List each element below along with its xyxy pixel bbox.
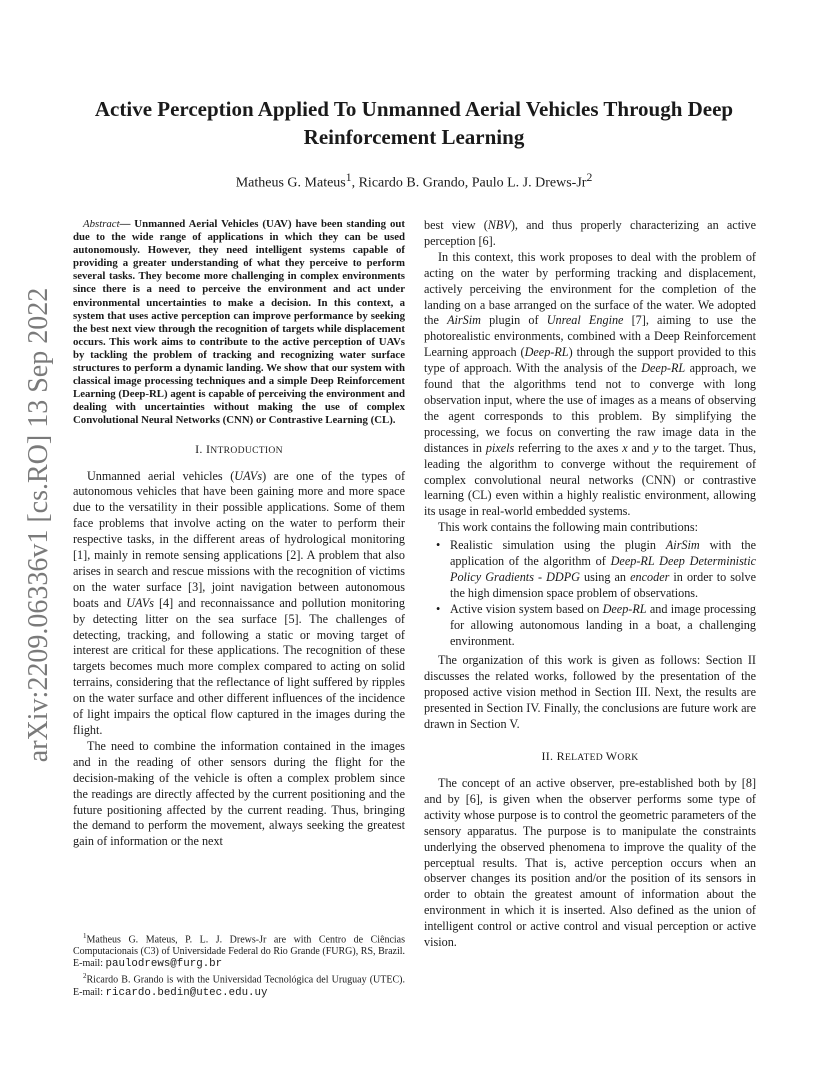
email-link-1[interactable]: paulodrews@furg.br bbox=[105, 958, 223, 971]
contribution-item-2: • Active vision system based on Deep-RL and image processing for allowing autonomous landing in a boat, a challenging environment. bbox=[450, 602, 756, 650]
footnotes bbox=[73, 930, 405, 999]
related-paragraph-1: The concept of an active observer, pre-established both by [8] and by [6], is given when the observer performs some type of activity whose purpose is to control the geometric parameters of the sensory apparatus. The purpose is to manipulate the constraints underlying the observed phenomena to improve the quality of the perceptual results. That is, active perception occurs when an observer changes its position and/or the position of its sensors in order to obtain the greatest amount of information about the environment in which it is inserted. Also defined as the union of intelligent control or active control and visual perception or active vision. bbox=[424, 776, 756, 950]
abstract bbox=[73, 218, 405, 428]
intro-paragraph-3: best view (NBV), and thus properly characterizing an active perception [6]. bbox=[424, 218, 756, 248]
author-list bbox=[60, 171, 768, 192]
footnote-1: $^1$Matheus G. Mateus, P. L. J. Drews-Jr are with Centro de Ciências Computacionais (C3) of Universidade Federal do Rio Grande (FURG), RS, Brazil. E-mail: paulodrews@furg.br bbox=[73, 932, 405, 971]
email-link-2[interactable]: ricardo.bedin@utec.edu.uy bbox=[105, 986, 268, 999]
paper-title: Active Perception Applied To Unmanned Aerial Vehicles Through Deep Reinforcement Learning bbox=[94, 97, 734, 149]
author-1: Matheus G. Mateus bbox=[235, 175, 346, 191]
section-heading-related-work: II. RELATED WORK bbox=[541, 749, 639, 763]
contribution-item-1: • Realistic simulation using the plugin AirSim with the application of the algorithm of Deep-RL Deep Deterministic Policy Gradients - DDPG using an encoder in order to solve the high dimension space problem of observations. bbox=[450, 538, 756, 602]
footnote-2: $^2$Ricardo B. Grando is with the Universidad Tecnológica del Uruguay (UTEC). E-mail: ricardo.bedin@utec.edu.uy bbox=[73, 972, 405, 999]
intro-paragraph-5: This work contains the following main contributions: bbox=[438, 520, 698, 535]
abstract-label: Abstract bbox=[83, 218, 120, 230]
left-column bbox=[73, 218, 405, 850]
authors-rest: , Ricardo B. Grando, Paulo L. J. Drews-Jr bbox=[351, 175, 587, 191]
intro-paragraph-2: The need to combine the information contained in the images and in the reading of other sensors during the flight for the decision-making of the vehicle is often a complex problem since the readings are directly affected by the current positioning and the future positioning affected by the current reading. Thus, bringing the demand to perform the movement, always seeking the greatest gain of information or the next bbox=[73, 738, 405, 849]
author-3-affiliation: 2 bbox=[586, 171, 593, 184]
intro-paragraph-1: Unmanned aerial vehicles (UAVs) are one of the types of autonomous vehicles that have been gaining more and more space due to the versatility in their possible applications. Some of them face problems that involve acting on the water to perform their respective tasks, in the different areas of hydrological monitoring [1], mainly in remote sensing applications [2]. A problem that also arises in search and rescue missions with the recognition of victims on the water surface [3], joint navigation between autonomous boats and UAVs [4] and reconnaissance and pollution monitoring by detecting litter on the sea surface [5]. The challenges of detecting, tracking, and following a static or moving target of interest are critical for these applications. The recognition of these targets becomes much more complex compared to acting on solid terrains, considering that the reflectance of light suffered by ripples on the water surface and other different influences of the incidence of light impairs the optical flow captured in the images during the flight. bbox=[73, 468, 406, 737]
arxiv-identifier: arXiv:2209.06336v1 [cs.RO] 13 Sep 2022 bbox=[23, 287, 54, 763]
right-column bbox=[424, 218, 756, 951]
section-heading-introduction: I. INTRODUCTION bbox=[195, 441, 283, 456]
intro-paragraph-6: The organization of this work is given as follows: Section II discusses the related works, followed by the presentation of the proposed active vision method in Section III. Next, the results are presented in Section IV. Finally, the conclusions are future work are drawn in Section V. bbox=[424, 653, 756, 732]
abstract-text: — Unmanned Aerial Vehicles (UAV) have been standing out due to the wide range of applications in which they can be used autonomously. However, they need intelligent systems capable of providing a greater understanding of what they perceive to perform several tasks. They become more challenging in complex environments since there is a need to perceive the environment and act under environmental uncertainties to make a decision. In this context, a system that uses active perception can improve performance by seeking the best next view through the recognition of targets while displacement occurs. This work aims to contribute to the active perception of UAVs by tackling the problem of tracking and recognizing water surface structures to perform a dynamic landing. We show that our system with classical image processing techniques and a simple Deep Reinforcement Learning (Deep-RL) agent is capable of perceiving the environment and dealing with uncertainties without making the use of complex Convolutional Neural Networks (CNN) or Contrastive Learning (CL). bbox=[73, 218, 405, 427]
intro-paragraph-4: In this context, this work proposes to deal with the problem of acting on the water by performing tracking and displacement, actively perceiving the environment for the completion of the landing on a base arranged on the surface of the water. We adopted the AirSim plugin of Unreal Engine [7], aiming to use the photorealistic environments, combined with a Deep Reinforcement Learning approach (Deep-RL) through the support provided to this type of approach. With the analysis of the Deep-RL approach, we found that the algorithms tend not to converge with long observation input, where the use of images as a means of observing the agent corresponds to this problem. By simplifying the processing, we focus on converting the raw image data in the distances in pixels referring to the axes x and y to the target. Thus, leading the algorithm to converge without the requirement of complex convolutional neural networks (CNN) or contrastive learning (CL) even within a highly realistic environment, allowing its usage in real-world embedded systems. bbox=[424, 249, 757, 519]
author-1-affiliation: 1 bbox=[345, 171, 352, 184]
contributions-list bbox=[424, 538, 756, 649]
